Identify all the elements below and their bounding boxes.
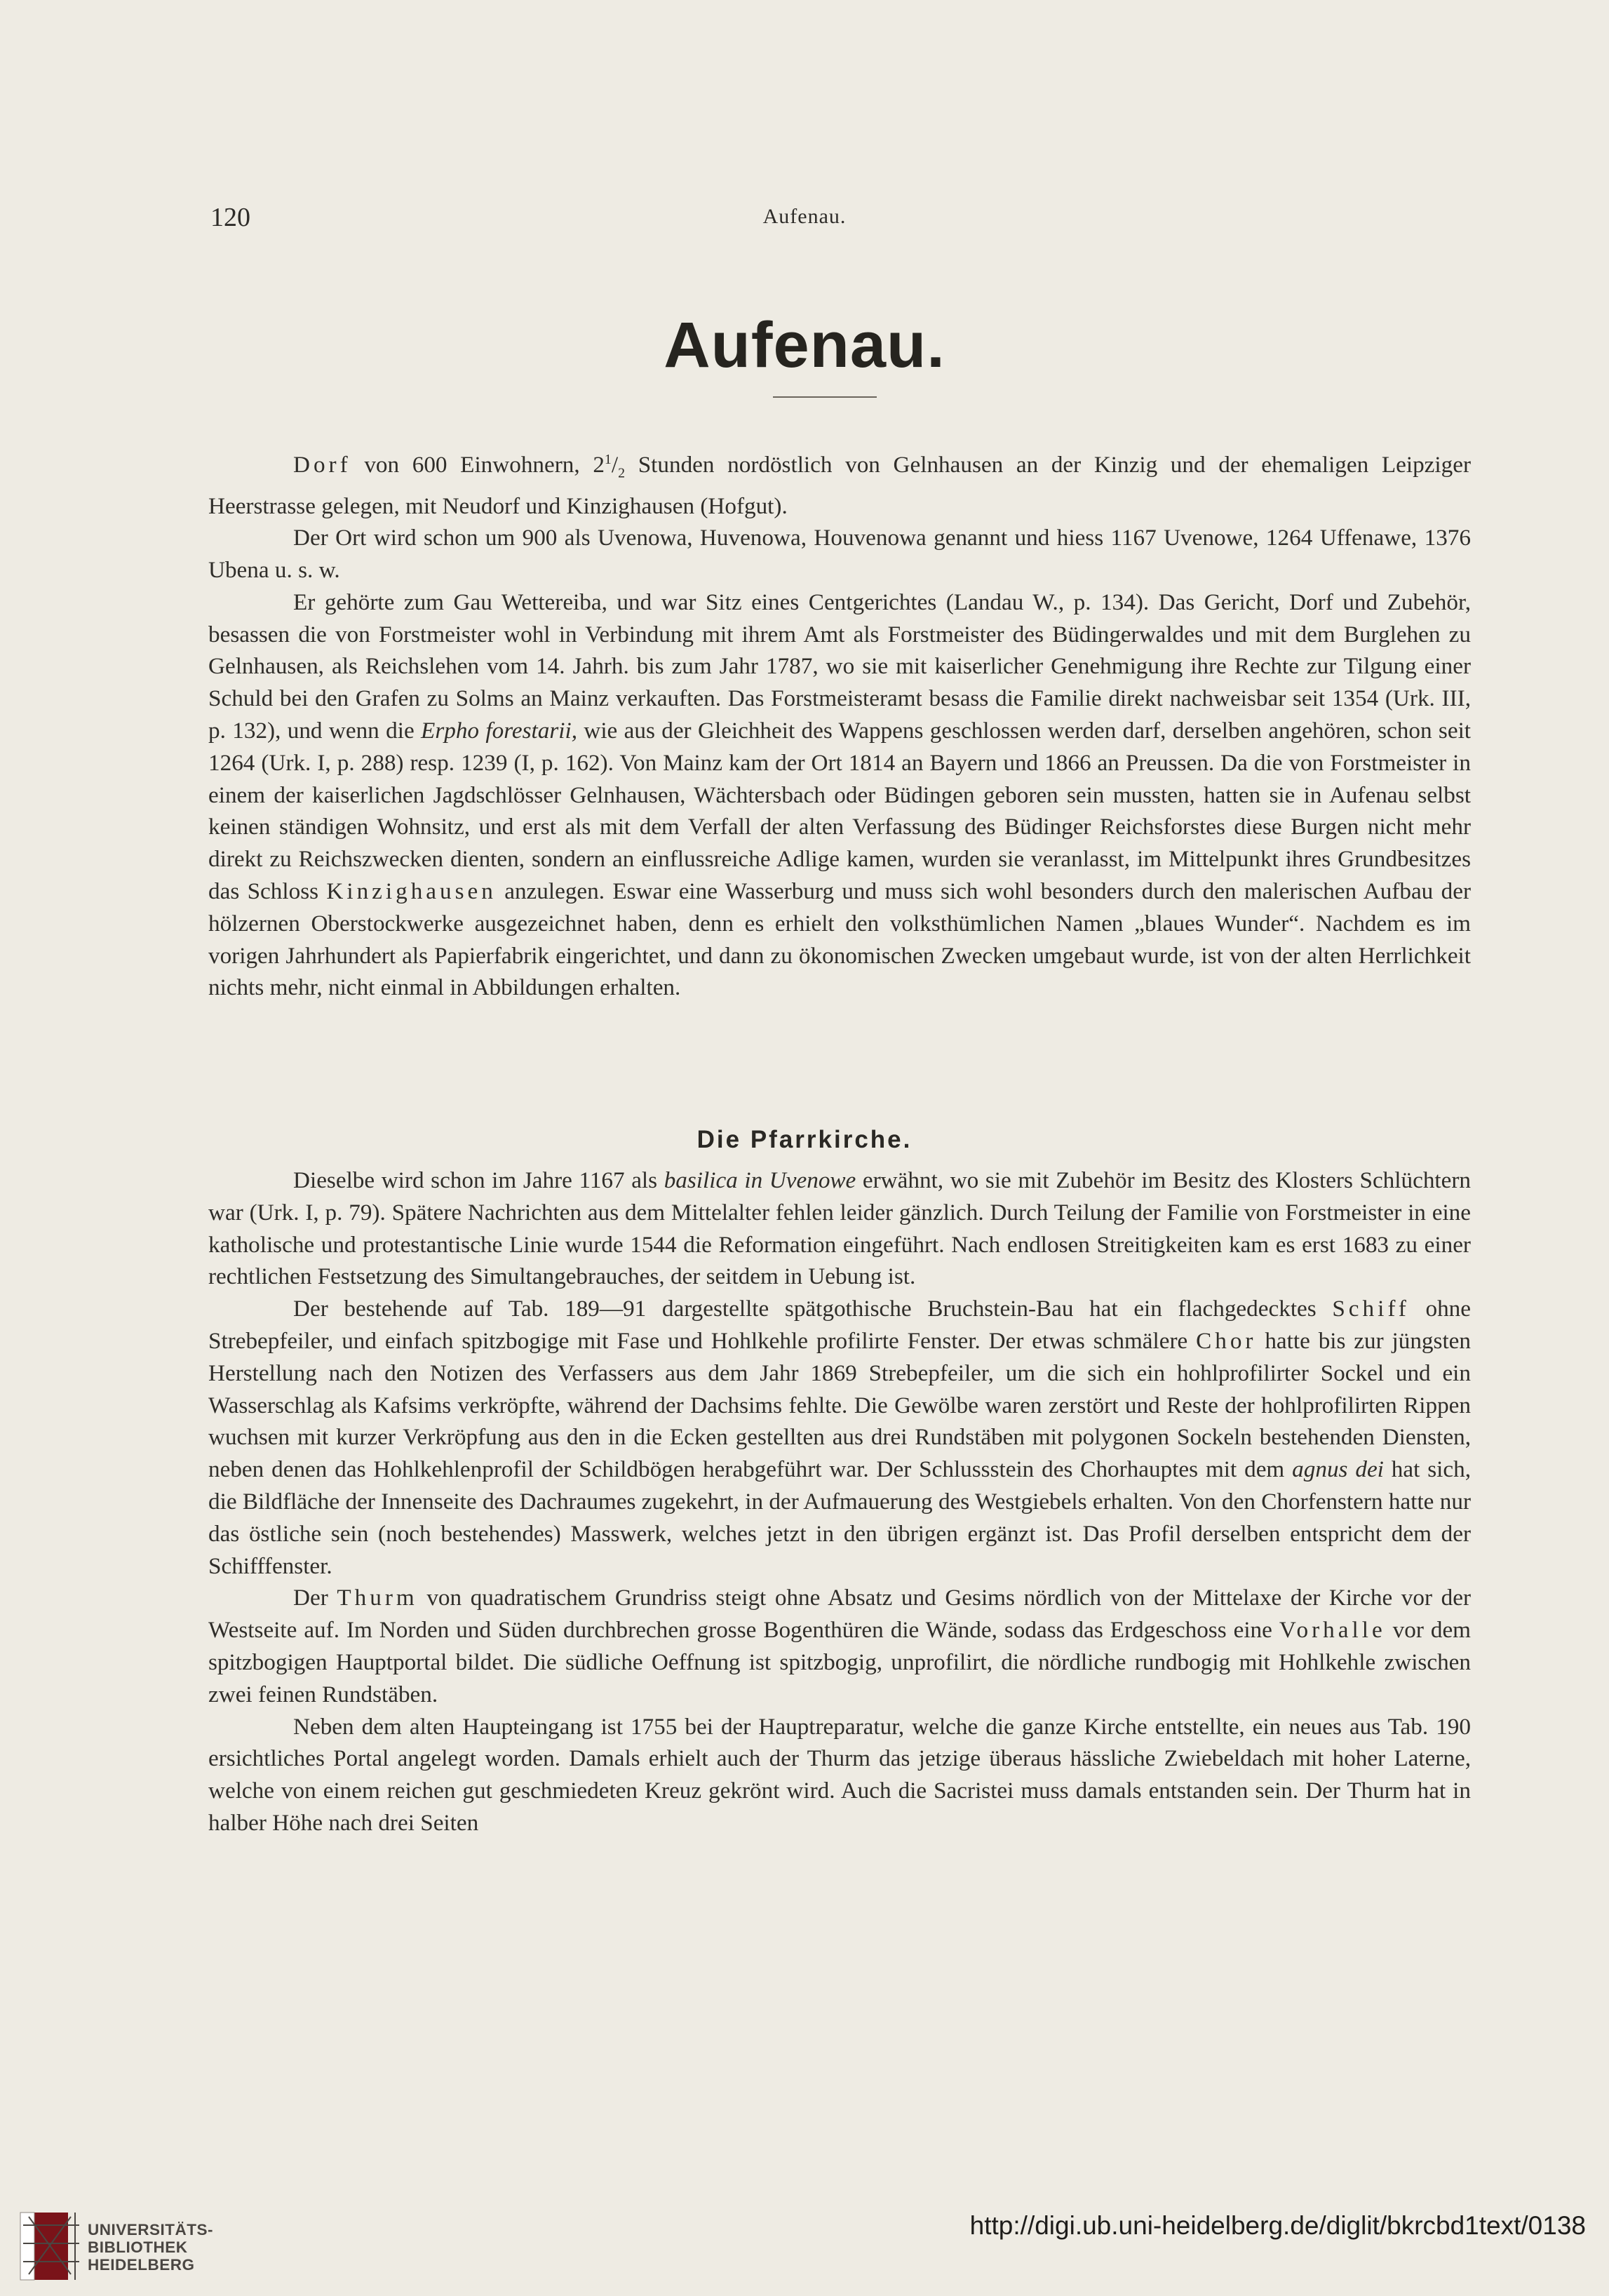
paragraph: Dieselbe wird schon im Jahre 1167 als basilica in Uvenowe erwähnt, wo sie mit Zubehör im Besitz des Klosters Schlüchtern war (Urk. I, p. 79). Spätere Nachrichten aus dem Mittelalter fehlen leider gänzlich. Durch Teilung der Familie von Forstmeister in eine katholische und protestantische Linie wurde 1544 die Reformation eingeführt. Nach endlosen Streitigkeiten kam es erst 1683 zu einer rechtlichen Festsetzung des Simultangebrauches, der seitdem in Uebung ist.: [208, 1167, 1472, 1290]
intro-section: [208, 444, 1471, 1004]
spaced-text: Kinzighausen: [326, 878, 497, 905]
logo-line: BIBLIOTHEK: [88, 2238, 188, 2256]
title-divider: [773, 396, 877, 398]
italic-text: Erpho forestarii,: [421, 718, 577, 744]
page-footer: [0, 2203, 1609, 2296]
page-title: Aufenau.: [664, 309, 945, 381]
italic-text: agnus dei: [1292, 1456, 1384, 1483]
running-header: [0, 202, 1609, 237]
paragraph: Der Ort wird schon um 900 als Uvenowa, Huvenowa, Houvenowa genannt und hiess 1167 Uvenowe, 1264 Uffenawe, 1376 Ubena u. s. w.: [208, 525, 1471, 584]
spaced-text: Dorf: [293, 452, 351, 478]
logo-wordmark: [88, 2221, 213, 2274]
paragraph: Er gehörte zum Gau Wettereiba, und war Sitz eines Centgerichtes (Landau W., p. 134). Das Gericht, Dorf und Zubehör, besassen die von Forstmeister wohl in Verbindung mit ihrem Amt als Forstmeister des Büdingerwaldes und mit dem Burglehen zu Gelnhausen, als Reichslehen vom 14. Jahrh. bis zum Jahr 1787, wo sie mit kaiserlicher Genehmigung ihre Rechte zur Tilgung einer Schuld bei den Grafen zu Solms an Mainz verkauften. Das Forstmeisteramt besass die Familie direkt nachweisbar seit 1354 (Urk. III, p. 132), und wenn die Erpho forestarii, wie aus der Gleichheit des Wappens geschlossen werden darf, derselben angehören, schon seit 1264 (Urk. I, p. 288) resp. 1239 (I, p. 162). Von Mainz kam der Ort 1814 an Bayern und 1866 an Preussen. Da die von Forstmeister in einem der kaiserlichen Jagdschlösser Gelnhausen, Wächtersbach oder Büdingen geboren sein mussten, hatten sie in Aufenau selbst keinen ständigen Wohnsitz, und erst als mit dem Verfall der alten Verfassung des Büdinger Reichsforstes diese Burgen nicht mehr direkt zu Reichszwecken dienten, sondern an einflussreiche Adlige kamen, wurden sie veranlasst, im Mittelpunkt ihres Grundbesitzes das Schloss Kinzighausen anzulegen. Eswar eine Wasserburg und muss sich wohl besonders durch den malerischen Aufbau der hölzernen Oberstockwerke ausgezeichnet haben, denn es erhielt den volksthümlichen Namen „blaues Wunder“. Nachdem es im vorigen Jahrhundert als Papierfabrik eingerichtet, und dann zu ökonomischen Zwecken umgebaut wurde, ist von der alten Herrlichkeit nichts mehr, nicht einmal in Abbildungen erhalten.: [208, 589, 1472, 1001]
church-section: [208, 1164, 1471, 1839]
section-heading: Die Pfarrkirche.: [696, 1126, 913, 1153]
fraction-part: 1: [604, 452, 612, 467]
source-url-link[interactable]: http://digi.ub.uni-heidelberg.de/diglit/bkrcbd1text/0138: [969, 2211, 1586, 2240]
logo-line: HEIDELBERG: [88, 2256, 195, 2274]
logo-line: UNIVERSITÄTS-: [88, 2221, 214, 2238]
paragraph: Der bestehende auf Tab. 189—91 dargestellte spätgothische Bruchstein-Bau hat ein flachgedecktes Schiff ohne Strebepfeiler, und einfach spitzbogige mit Fase und Hohlkehle profilirte Fenster. Der etwas schmälere Chor hatte bis zur jüngsten Herstellung nach den Notizen des Verfassers aus dem Jahr 1869 Strebepfeiler, um die sich ein hohlprofilirter Sockel und ein Wasserschlag als Kafsims verkröpfte, während der Dachsims fehlte. Die Gewölbe waren zerstört und Reste der hohlprofilirten Rippen wuchsen mit kurzer Verkröpfung aus den in die Ecken gestellten aus drei Rundstäben mit polygonen Sockeln bestehenden Diensten, neben denen das Hohlkehlenprofil der Schildbögen herabgeführt war. Der Schlussstein des Chorhauptes mit dem agnus dei hat sich, die Bildfläche der Innenseite des Dachraumes zugekehrt, in der Aufmauerung des Westgiebels erhalten. Von den Chorfenstern hatte nur das östliche sein (noch bestehendes) Masswerk, welches jetzt in den übrigen ergänzt ist. Das Profil derselben entspricht dem der Schifffenster.: [208, 1296, 1471, 1579]
spaced-text: Vorhalle: [1279, 1617, 1386, 1644]
page-number: 120: [210, 203, 250, 232]
spaced-text: Thurm: [337, 1585, 418, 1611]
spaced-text: Chor: [1196, 1327, 1257, 1354]
paragraph: Dorf von 600 Einwohnern, $2^1/_2$ Stunden nordöstlich von Gelnhausen an der Kinzig und der ehemaligen Leipziger Heerstrasse gelegen, mit Neudorf und Kinzighausen (Hofgut).: [208, 452, 1471, 519]
paragraph: Neben dem alten Haupteingang ist 1755 bei der Hauptreparatur, welche die ganze Kirche entstellte, ein neues aus Tab. 190 ersichtliches Portal angelegt worden. Damals erhielt auch der Thurm das jetzige überaus hässliche Zwiebeldach mit hoher Laterne, welche von einem reichen gut geschmiedeten Kreuz gekrönt wird. Auch die Sacristei muss damals entstanden sein. Der Thurm hat in halber Höhe nach drei Seiten: [208, 1713, 1471, 1836]
fraction-part: 2: [618, 465, 626, 481]
paragraph: Der Thurm von quadratischem Grundriss steigt ohne Absatz und Gesims nördlich von der Mittelaxe der Kirche vor der Westseite auf. Im Norden und Süden durchbrechen grosse Bogenthüren die Wände, sodass das Erdgeschoss eine Vorhalle vor dem spitzbogigen Hauptportal bildet. Die südliche Oeffnung ist spitzbogig, unprofilirt, die nördliche rundbogig mit Hohlkehle zwischen zwei feinen Rundstäben.: [208, 1585, 1472, 1707]
library-logo-icon: [19, 2204, 81, 2285]
spaced-text: Schiff: [1332, 1296, 1410, 1322]
italic-text: basilica in Uvenowe: [664, 1167, 856, 1193]
library-logo: [19, 2204, 243, 2288]
running-title: Aufenau.: [762, 205, 847, 228]
